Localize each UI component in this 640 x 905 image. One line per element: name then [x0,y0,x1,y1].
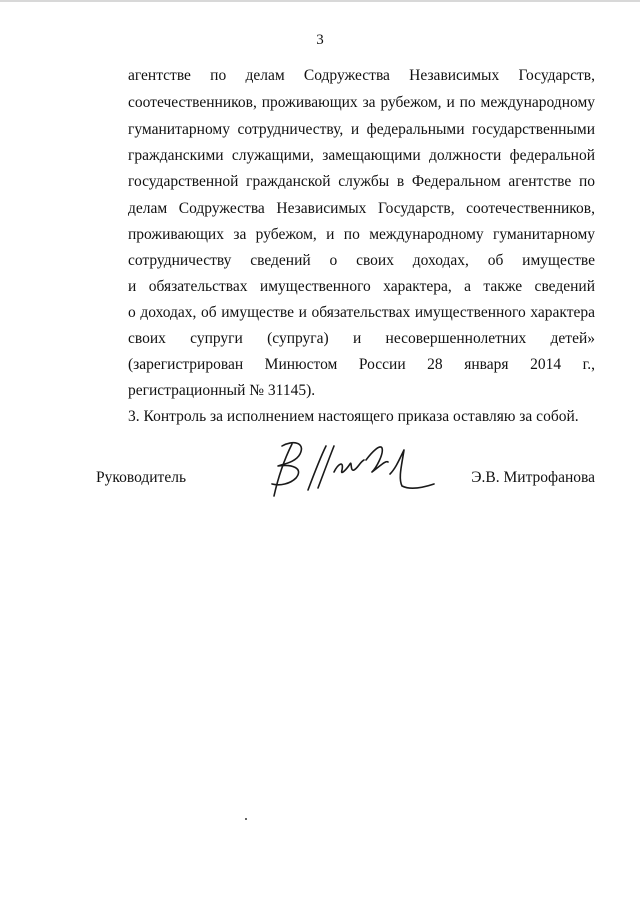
page-number: 3 [316,32,324,48]
body-line: сотрудничеству сведений о своих доходах, об имуществе [128,252,595,269]
body-line: (зарегистрирован Минюстом России 28 января 2014 г., [128,356,595,373]
paragraph-point-3: 3. Контроль за исполнением настоящего приказа оставляю за собой. [128,408,579,425]
body-line: гуманитарному сотрудничеству, и федеральными государственными [128,121,595,138]
body-line: и обязательствах имущественного характера, а также сведений [128,278,595,295]
body-line: проживающих за рубежом, и по международному гуманитарному [128,226,595,243]
body-line: своих супруги (супруга) и несовершеннолетних детей» [128,330,595,347]
scan-speck [245,818,247,820]
handwritten-signature [262,438,442,500]
body-line: агентстве по делам Содружества Независимых Государств, [128,67,595,84]
body-line: государственной гражданской службы в Федеральном агентстве по [128,173,595,190]
body-line: делам Содружества Независимых Государств, соотечественников, [128,200,595,217]
body-line: соотечественников, проживающих за рубежом, и по международному [128,94,595,111]
signatory-role: Руководитель [96,469,187,486]
body-line: регистрационный № 31145). [128,382,316,399]
top-border-rule [0,0,640,2]
body-line: о доходах, об имуществе и обязательствах имущественного характера [128,304,595,321]
body-line: гражданскими служащими, замещающими должности федеральной [128,147,595,164]
signatory-name: Э.В. Митрофанова [471,469,595,486]
